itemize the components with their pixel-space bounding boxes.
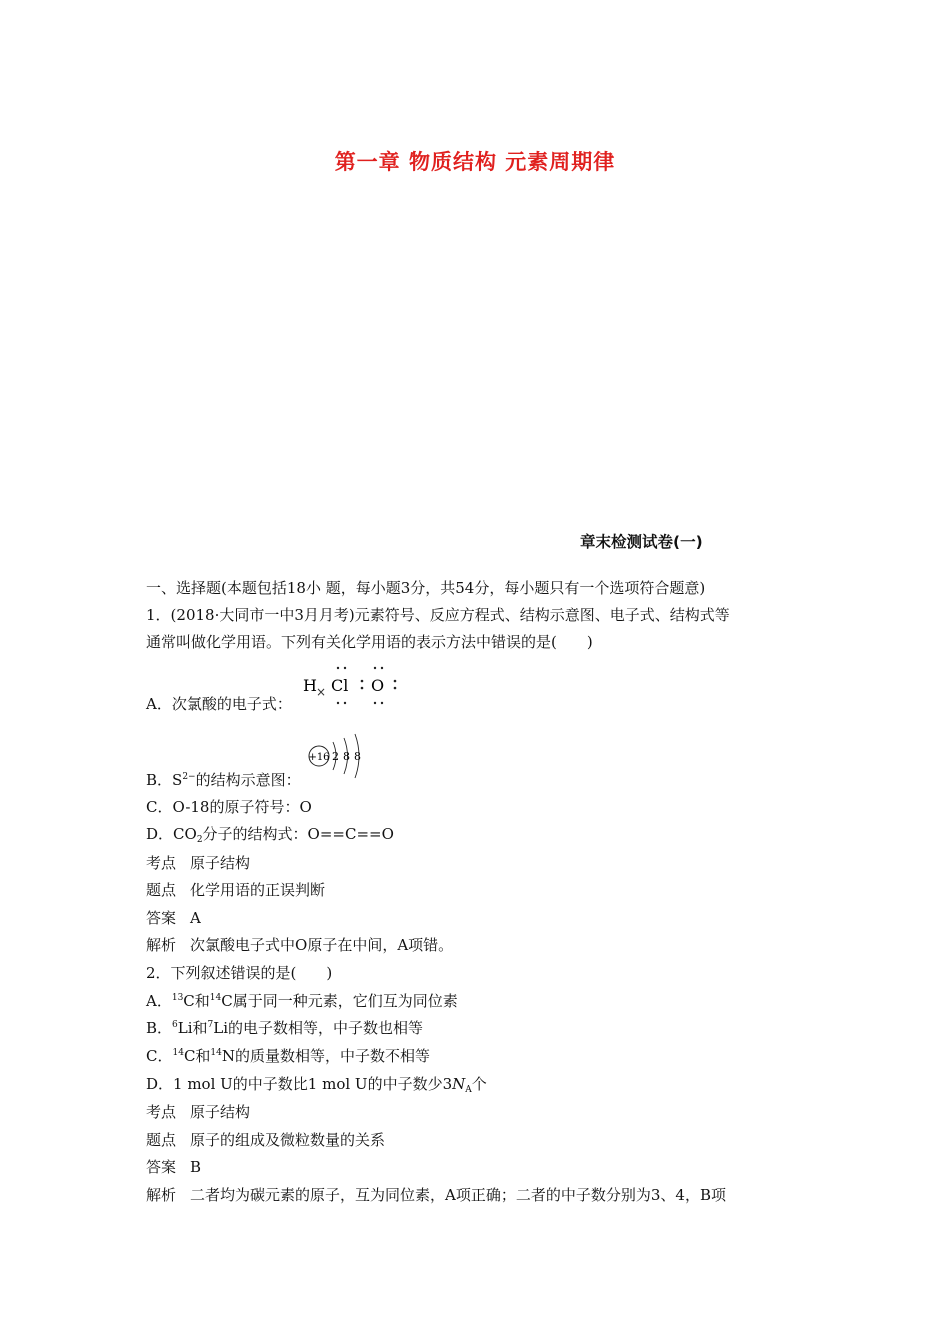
q2-c-rest: N的质量数相等，中子数不相等	[221, 1047, 431, 1065]
q1-option-b-prefix: B．S	[146, 771, 183, 789]
analysis-label: 解析	[146, 936, 177, 954]
shell-3-count: 8	[354, 750, 361, 763]
q2-b-sup2: 7	[207, 1020, 214, 1030]
hclo-electron-formula	[301, 660, 411, 710]
q1-option-b-suffix: 的结构示意图：	[195, 771, 301, 789]
q2-b-mid: Li和	[177, 1019, 208, 1037]
analysis-value: 次氯酸电子式中O原子在中间，A项错。	[190, 936, 454, 954]
answer-value: B	[190, 1158, 202, 1176]
answer-label: 答案	[146, 1158, 177, 1176]
kaodian-label: 考点	[146, 854, 177, 872]
q2-a-sup1: 13	[171, 993, 184, 1003]
shell-1-count: 2	[332, 750, 339, 763]
nucleus-charge: +16	[308, 752, 330, 763]
kaodian-value: 原子结构	[190, 854, 251, 872]
answer-value: A	[190, 909, 201, 927]
q2-a-mid: C和	[183, 992, 210, 1010]
q2-c-sup2: 14	[210, 1048, 222, 1058]
tidian-label: 题点	[146, 1131, 177, 1149]
q2-a-rest: C属于同一种元素，它们互为同位素	[221, 992, 458, 1010]
q2-c-prefix: C．	[146, 1047, 173, 1065]
q2-b-sup1: 6	[172, 1020, 178, 1030]
formula-h: H	[303, 676, 317, 695]
shell-2-count: 8	[343, 750, 350, 763]
q1-tidian	[146, 880, 325, 900]
q2-d-suffix: 个	[471, 1075, 487, 1093]
q1-option-d-sub: 2	[196, 835, 203, 845]
q1-option-c: C．O-18的原子符号：O	[146, 798, 312, 816]
q2-option-d	[146, 1074, 487, 1094]
answer-label: 答案	[146, 909, 177, 927]
formula-cl: Cl	[331, 676, 349, 695]
q2-b-prefix: B．	[146, 1019, 173, 1037]
analysis-value: 二者均为碳元素的原子，互为同位素，A项正确；二者的中子数分别为3、4，B项	[190, 1186, 726, 1204]
q2-tidian	[146, 1130, 385, 1150]
tidian-value: 原子的组成及微粒数量的关系	[190, 1131, 386, 1149]
q2-stem: 2．下列叙述错误的是( )	[146, 964, 333, 982]
section-heading: 一、选择题(本题包括18小 题，每小题3分，共54分，每小题只有一个选项符合题意)	[146, 579, 706, 597]
q2-option-a	[146, 991, 458, 1011]
q1-stem-line1: 1．(2018·大同市一中3月月考)元素符号、反应方程式、结构示意图、电子式、结构式等	[146, 606, 730, 624]
q2-answer	[146, 1157, 201, 1177]
q2-kaodian	[146, 1102, 250, 1122]
q2-a-prefix: A．	[146, 992, 172, 1010]
q1-kaodian	[146, 853, 250, 873]
q2-c-mid: C和	[183, 1047, 211, 1065]
q1-stem-line2: 通常叫做化学用语。下列有关化学用语的表示方法中错误的是( )	[146, 633, 593, 651]
q1-answer	[146, 908, 201, 928]
kaodian-label: 考点	[146, 1103, 177, 1121]
q2-a-sup2: 14	[209, 993, 222, 1003]
q2-option-b	[146, 1018, 423, 1038]
q2-c-sup1: 14	[172, 1048, 184, 1058]
q2-b-rest: Li的电子数相等，中子数也相等	[213, 1019, 424, 1037]
q1-option-a: A．次氯酸的电子式：	[146, 695, 292, 713]
q1-option-b	[146, 770, 301, 790]
q1-option-b-charge: 2−	[182, 772, 196, 782]
q1-option-d-suffix: 分子的结构式：O==C==O	[202, 825, 394, 843]
q2-d-prefix: D．1 mol U的中子数比1 mol U的中子数少3	[146, 1075, 453, 1093]
formula-o: O	[371, 676, 385, 695]
q2-d-sub: A	[465, 1085, 472, 1095]
sulfide-ion-structure-diagram	[306, 724, 376, 784]
q1-analysis	[146, 935, 453, 955]
q1-option-d	[146, 824, 394, 844]
chapter-title: 第一章 物质结构 元素周期律	[334, 150, 616, 174]
kaodian-value: 原子结构	[190, 1103, 251, 1121]
q1-option-d-prefix: D．CO	[146, 825, 197, 843]
tidian-value: 化学用语的正误判断	[190, 881, 326, 899]
cross-electron-icon: ×	[316, 685, 327, 699]
q2-option-c	[146, 1046, 430, 1066]
tidian-label: 题点	[146, 881, 177, 899]
q2-d-italic: N	[452, 1075, 466, 1093]
q2-analysis	[146, 1185, 726, 1205]
analysis-label: 解析	[146, 1186, 177, 1204]
test-title: 章末检测试卷(一)	[580, 533, 703, 551]
